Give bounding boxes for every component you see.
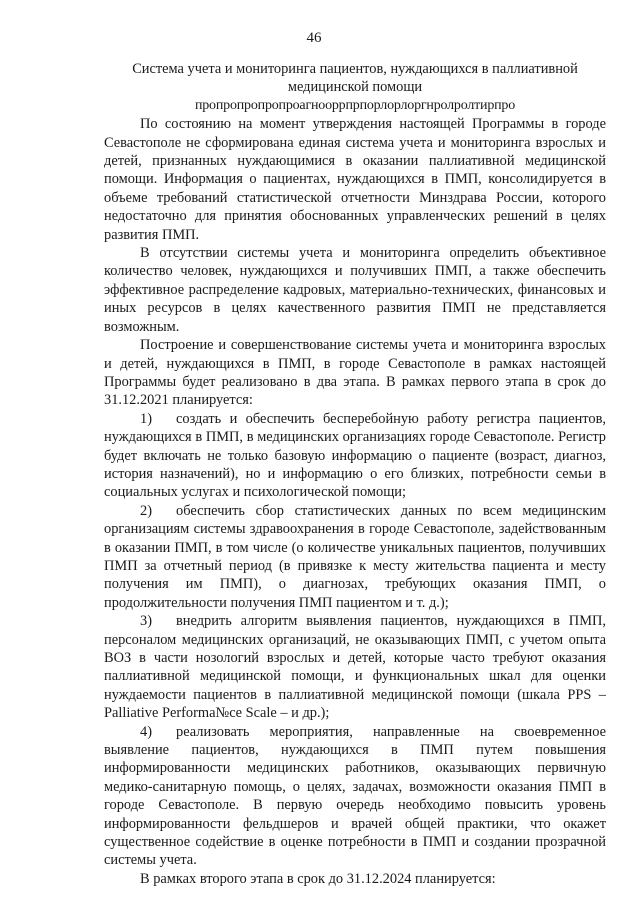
list-item-number: 3) bbox=[140, 613, 152, 630]
list-item-number: 2) bbox=[140, 502, 152, 519]
paragraph-no-system: В отсутствии системы учета и мониторинга определить объективное количество человек, нуждающихся и получивших ПМП, а также обеспечить эффективное распределение кадровых, материально-технических, финансовых и иных ресурсов в целях качественного развития ПМП не представляется возможным. bbox=[104, 245, 606, 335]
list-item-number: 4) bbox=[140, 723, 152, 740]
list-item-text: внедрить алгоритм выявления пациентов, нуждающихся в ПМП, персоналом медицинских организаций, не оказывающих ПМП, с учетом опыта ВОЗ в части нозологий взрослых и детей, которые часто требуют оказания паллиативной медицинской помощи, и функциональных шкал для оценки нуждаемости пациентов в паллиативной медицинской помощи (шкала PPS – Palliative Performa№ce Scale – и др.); bbox=[104, 613, 606, 722]
section-subheading: пропропропропроагнооррпрпорлорлоргнролролтирпро bbox=[194, 97, 516, 113]
paragraph-second-stage: В рамках второго этапа в срок до 31.12.2024 планируется: bbox=[140, 870, 496, 887]
list-item-text: обеспечить сбор статистических данных по всем медицинским организациям системы здравоохранения в городе Севастополе, задействованным в оказании ПМП, в том числе (о количестве уникальных пациентов, получивших ПМП за отчетный период (в привязке к месту жительства пациента и месту получения им ПМП), о диагнозах, требующих оказания ПМП, о продолжительности получения ПМП пациентом и т. д.); bbox=[104, 502, 606, 611]
section-heading-line-1: Система учета и мониторинга пациентов, нуждающихся в паллиативной bbox=[132, 61, 578, 77]
list-item-text: реализовать мероприятия, направленные на своевременное выявление пациентов, нуждающихся в ПМП путем повышения информированности медицинских работников, оказывающих первичную медико-санитарную помощь, о целях, задачах, возможности оказания ПМП в городе Севастополе. В первую очередь необходимо повысить уровень информированности фельдшеров и врачей общей практики, что окажет существенное содействие в оценке потребности в ПМП и создании прозрачной системы учета. bbox=[104, 723, 606, 869]
list-item bbox=[104, 723, 606, 870]
list-item bbox=[104, 612, 606, 722]
paragraph-two-stages: Построение и совершенствование системы учета и мониторинга взрослых и детей, нуждающихся в ПМП, в городе Севастополе в рамках настоящей Программы будет реализовано в два этапа. В рамках первого этапа в срок до 31.12.2021 планируется: bbox=[104, 337, 606, 409]
page-content bbox=[104, 60, 606, 888]
list-item bbox=[104, 410, 606, 502]
list-item-number: 1) bbox=[140, 410, 152, 427]
paragraph-current-state: По состоянию на момент утверждения настоящей Программы в городе Севастополе не сформирована единая система учета и мониторинга взрослых и детей, признанных нуждающимися в оказании паллиативной медицинской помощи. Информация о пациентах, нуждающихся в ПМП, консолидируется в объеме требований статистической отчетности Минздрава России, которого недостаточно для принятия обоснованных управленческих решений в целях развития ПМП. bbox=[104, 116, 606, 243]
list-item bbox=[104, 502, 606, 612]
section-heading bbox=[104, 60, 606, 97]
page-number: 46 bbox=[306, 30, 322, 46]
list-item-text: создать и обеспечить бесперебойную работу регистра пациентов, нуждающихся в ПМП, в медицинских организациях городе Севастополе. Регистр будет включать не только базовую информацию о пациенте (возраст, диагноз, история назначений), но и информацию о его близких, потребности семьи в социальных услугах и психологической помощи; bbox=[104, 410, 606, 501]
section-heading-line-2: медицинской помощи bbox=[287, 79, 423, 96]
